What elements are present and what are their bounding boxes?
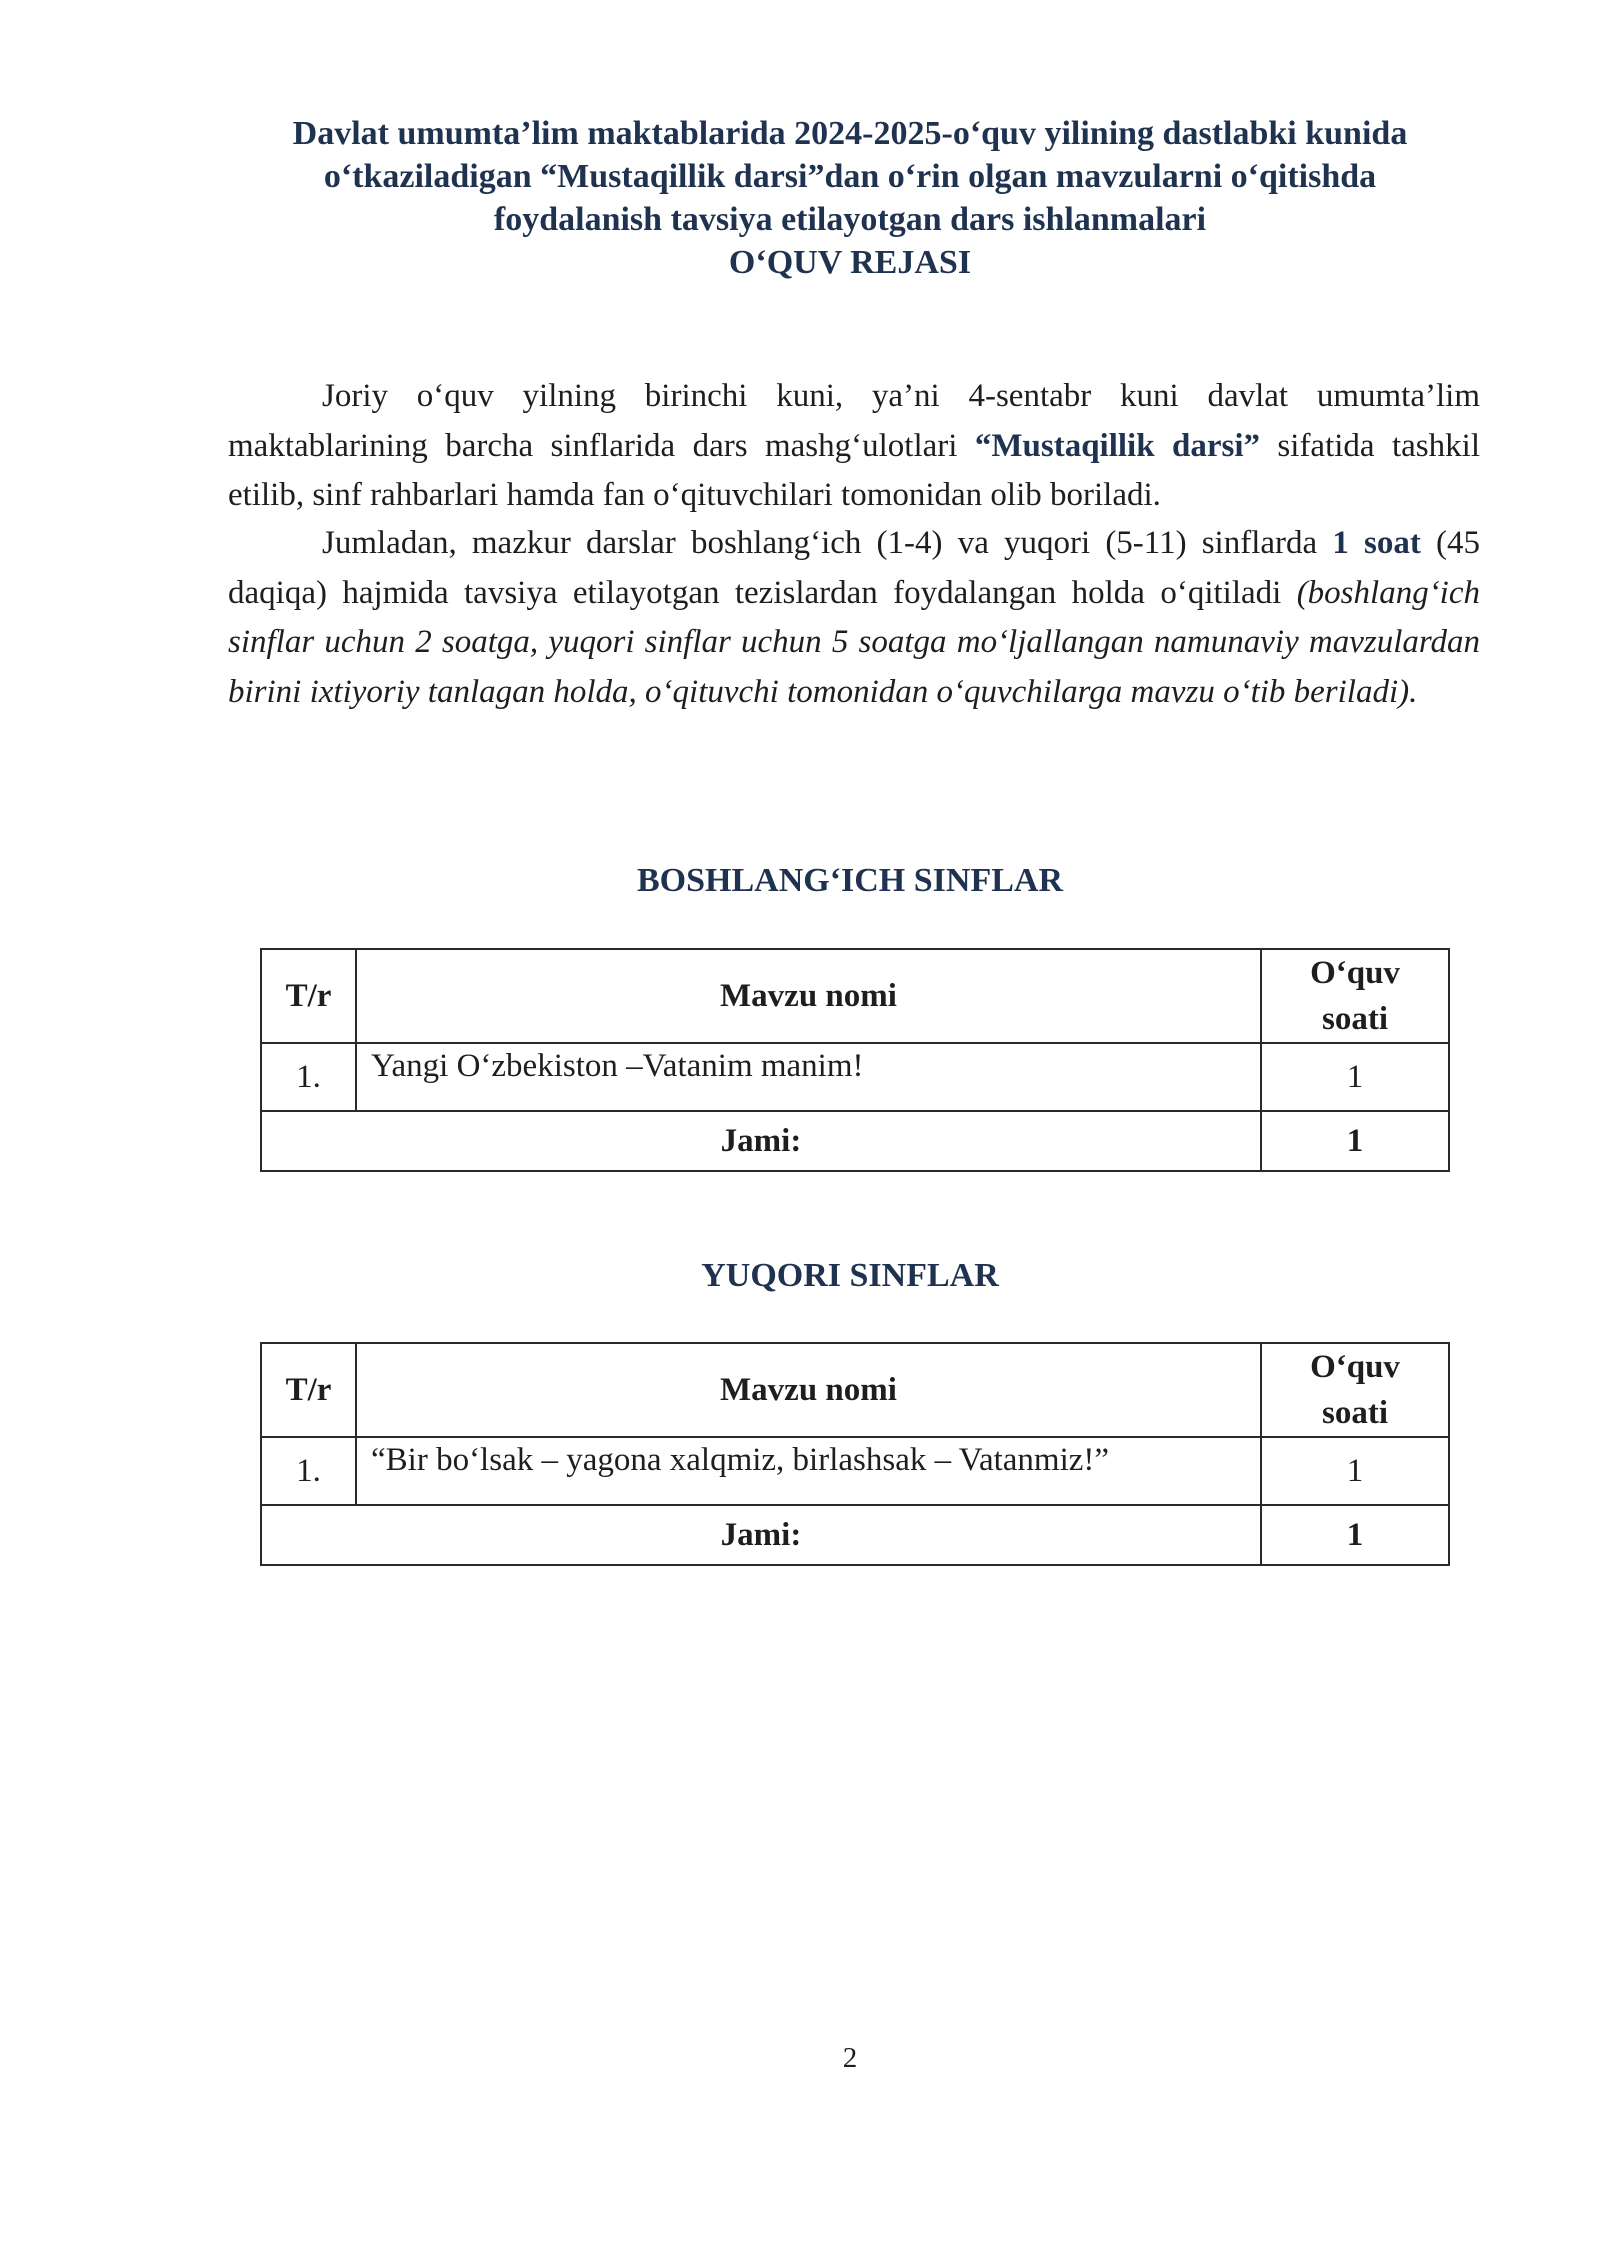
- header-num: T/r: [261, 1343, 356, 1437]
- header-hours: [1261, 949, 1449, 1043]
- intro-text-b: sifatida tashkil etilib, sinf rahbarlari hamda fan o‘qituvchilari tomonidan olib boriladi.: [228, 427, 1480, 513]
- row-num: 1.: [261, 1043, 356, 1111]
- document-title: [200, 112, 1500, 284]
- intro-text-a: Joriy o‘quv yilning birinchi kuni, ya’ni 4-sentabr kuni davlat umumta’lim maktablarining barcha sinflarida dars mashg‘ulotlari: [228, 378, 1480, 464]
- section-title-primary: BOSHLANG‘ICH SINFLAR: [636, 862, 1063, 899]
- total-label: Jami:: [261, 1111, 1261, 1171]
- table-total-row: [261, 1505, 1449, 1565]
- table-header-row: [261, 949, 1449, 1043]
- header-hours: [1261, 1343, 1449, 1437]
- intro-bold: “Mustaqillik darsi”: [974, 427, 1261, 464]
- details-paragraph: [228, 519, 1480, 717]
- table-total-row: [261, 1111, 1449, 1171]
- upper-plan-table: [260, 1342, 1450, 1566]
- total-value: 1: [1261, 1505, 1449, 1565]
- table-row: [261, 1437, 1449, 1505]
- header-hours-line1: O‘quv: [1310, 1349, 1400, 1385]
- total-label: Jami:: [261, 1505, 1261, 1565]
- row-topic: Yangi O‘zbekiston –Vatanim manim!: [356, 1043, 1261, 1111]
- details-bold: 1 soat: [1332, 525, 1421, 561]
- header-topic: Mavzu nomi: [356, 1343, 1261, 1437]
- row-hours: 1: [1261, 1437, 1449, 1505]
- table-header-row: [261, 1343, 1449, 1437]
- row-hours: 1: [1261, 1043, 1449, 1111]
- title-line-1: Davlat umumta’lim maktablarida 2024-2025-o‘quv yilining dastlabki kunida: [292, 115, 1408, 152]
- title-line-4: O‘QUV REJASI: [728, 244, 972, 281]
- header-hours-line2: soati: [1322, 1395, 1388, 1431]
- page-number: 2: [842, 2042, 858, 2074]
- details-text-a: Jumladan, mazkur darslar boshlang‘ich (1-4) va yuqori (5-11) sinflarda: [322, 525, 1333, 561]
- header-topic: Mavzu nomi: [356, 949, 1261, 1043]
- header-num: T/r: [261, 949, 356, 1043]
- title-line-3: foydalanish tavsiya etilayotgan dars ishlanmalari: [493, 201, 1207, 238]
- row-topic: “Bir bo‘lsak – yagona xalqmiz, birlashsak – Vatanmiz!”: [356, 1437, 1261, 1505]
- table-row: [261, 1043, 1449, 1111]
- details-italic: (boshlang‘ich sinflar uchun 2 soatga, yuqori sinflar uchun 5 soatga mo‘ljallangan namunaviy mavzulardan birini ixtiyoriy tanlagan holda, o‘qituvchi tomonidan o‘quvchilarga mavzu o‘tib beriladi).: [228, 574, 1480, 710]
- details-text-b: (45 daqiqa) hajmida tavsiya etilayotgan tezislardan foydalangan holda o‘qitiladi: [228, 525, 1480, 611]
- header-hours-line2: soati: [1322, 1001, 1388, 1037]
- total-value: 1: [1261, 1111, 1449, 1171]
- primary-plan-table: [260, 948, 1450, 1172]
- section-title-upper: YUQORI SINFLAR: [701, 1257, 999, 1294]
- header-hours-line1: O‘quv: [1310, 955, 1400, 991]
- row-num: 1.: [261, 1437, 356, 1505]
- intro-paragraph: [228, 372, 1480, 521]
- title-line-2: o‘tkaziladigan “Mustaqillik darsi”dan o‘rin olgan mavzularni o‘qitishda: [323, 158, 1377, 195]
